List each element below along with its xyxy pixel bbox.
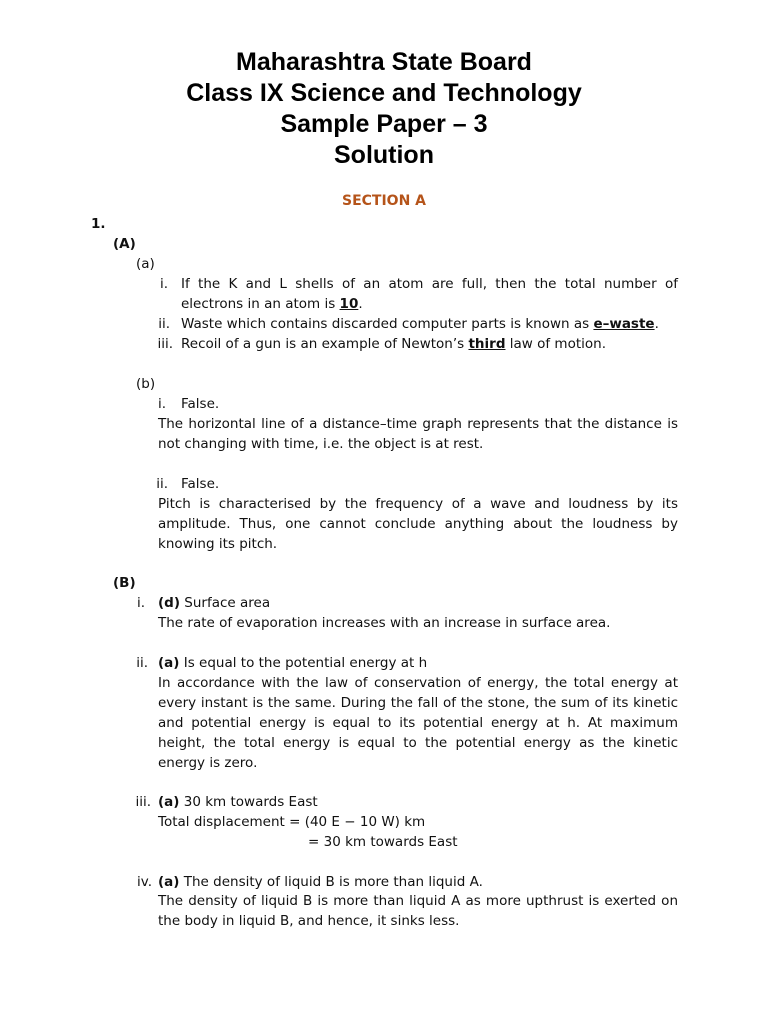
true-false-answer-2: False.: [181, 476, 220, 492]
option-letter: (a): [158, 874, 180, 890]
mcq-answer-2: (a) Is equal to the potential energy at h: [158, 655, 428, 671]
document-title: [0, 47, 768, 171]
mcq-answer-4: (a) The density of liquid B is more than liquid A.: [158, 874, 483, 890]
title-line-board: Maharashtra State Board: [236, 48, 532, 76]
question-number: 1.: [91, 216, 106, 232]
title-line-paper: Sample Paper – 3: [280, 110, 488, 138]
part-b-label: (B): [113, 575, 136, 591]
title-line-solution: Solution: [334, 141, 434, 169]
option-letter: (a): [158, 655, 180, 671]
sub-a-label: (a): [136, 256, 155, 272]
mcq-answer-3: (a) 30 km towards East: [158, 794, 318, 810]
true-false-answer-1: False.: [181, 396, 220, 412]
item-number: i.: [136, 595, 145, 611]
fill-blank-2: Waste which contains discarded computer parts is known as e–waste.: [181, 316, 659, 332]
item-number: iii.: [135, 794, 151, 810]
item-number: ii.: [136, 655, 148, 671]
item-number: ii.: [158, 316, 170, 332]
calculation-line-2: = 30 km towards East: [308, 834, 458, 850]
answer-text: third: [468, 336, 506, 352]
item-number: i.: [157, 396, 166, 412]
part-a-label: (A): [113, 236, 136, 252]
mcq-explanation-1: The rate of evaporation increases with an increase in surface area.: [158, 615, 611, 631]
true-false-explanation-1: The horizontal line of a distance–time graph represents that the distance is not changing with time, i.e. the object is at rest.: [158, 416, 678, 452]
mcq-explanation-4: The density of liquid B is more than liquid A as more upthrust is exerted on the body in liquid B, and hence, it sinks less.: [158, 893, 678, 929]
answer-text: 10: [339, 296, 359, 312]
item-number: ii.: [156, 476, 168, 492]
calculation-line-1: Total displacement = (40 E − 10 W) km: [158, 814, 426, 830]
mcq-answer-1: (d) Surface area: [158, 595, 271, 611]
mcq-explanation-2: In accordance with the law of conservation of energy, the total energy at every instant is the same. During the fall of the stone, the sum of its kinetic and potential energy is equal to its potential energy at h. At maximum height, the total energy is equal to the potential energy as the kinetic energy is zero.: [158, 675, 678, 771]
fill-blank-1-line2: electrons in an atom is 10.: [181, 296, 363, 312]
item-number: i.: [159, 276, 168, 292]
sub-b-label: (b): [136, 376, 156, 392]
item-number: iv.: [137, 874, 152, 890]
fill-blank-3: Recoil of a gun is an example of Newton’s third law of motion.: [181, 336, 606, 352]
item-number: iii.: [157, 336, 173, 352]
true-false-explanation-2: Pitch is characterised by the frequency of a wave and loudness by its amplitude. Thus, one cannot conclude anything about the loudness by knowing its pitch.: [158, 496, 678, 552]
section-heading: SECTION A: [341, 193, 426, 209]
title-line-class: Class IX Science and Technology: [186, 79, 582, 107]
option-letter: (a): [158, 794, 180, 810]
option-letter: (d): [158, 595, 181, 611]
fill-blank-1-line1: If the K and L shells of an atom are full, then the total number of: [181, 276, 678, 292]
answer-text: e–waste: [593, 316, 655, 332]
